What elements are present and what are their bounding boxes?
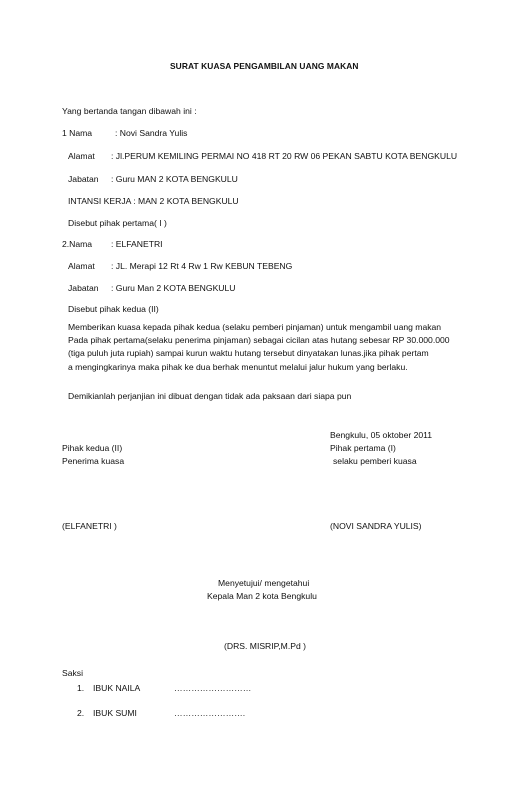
party1-name-label: 1 Nama — [62, 128, 93, 138]
witness-number: 2. — [77, 708, 85, 718]
sign-left-role: Penerima kuasa — [62, 456, 125, 466]
party1-position-label: Jabatan — [68, 174, 99, 184]
witness-number: 1. — [77, 683, 85, 693]
body-line: Pada pihak pertama(selaku penerima pinjaman) sebagai cicilan atas hutang sebesar RP 30.000.000 — [68, 335, 450, 346]
party2-address-value: : JL. Merapi 12 Rt 4 Rw 1 Rw KEBUN TEBENG — [111, 261, 293, 271]
body-line: (tiga puluh juta rupiah) sampai kurun waktu hutang tersebut dinyatakan lunas.jika pihak pertam — [68, 348, 429, 359]
closing-statement: Demikianlah perjanjian ini dibuat dengan tidak ada paksaan dari siapa pun — [68, 391, 352, 401]
party2-name-value: : ELFANETRI — [111, 239, 163, 249]
body-line: Memberikan kuasa kepada pihak kedua (selaku pemberi pinjaman) untuk mengambil uang makan — [68, 322, 442, 332]
body-line: a mengingkarinya maka pihak ke dua berhak menuntut melalui jalur hukum yang berlaku. — [68, 361, 408, 372]
sign-right-party: Pihak pertama (I) — [330, 443, 396, 453]
sign-left-party: Pihak kedua (II) — [62, 443, 123, 453]
approval-line1: Menyetujui/ mengetahui — [218, 578, 310, 588]
witness-name: IBUK SUMI — [93, 708, 137, 718]
party2-position-label: Jabatan — [68, 283, 99, 293]
party1-agency: INTANSI KERJA : MAN 2 KOTA BENGKULU — [68, 196, 239, 206]
approval-line2: Kepala Man 2 kota Bengkulu — [207, 591, 317, 601]
party2-role: Disebut pihak kedua (II) — [68, 304, 159, 314]
party2-name-label: 2.Nama — [62, 239, 93, 249]
witness-heading: Saksi — [62, 668, 84, 678]
intro-text: Yang bertanda tangan dibawah ini : — [62, 106, 197, 116]
party1-role: Disebut pihak pertama( I ) — [68, 218, 167, 228]
body-paragraph — [68, 321, 468, 374]
approval-name: (DRS. MISRIP,M.Pd ) — [224, 641, 306, 651]
party1-position-value: : Guru MAN 2 KOTA BENGKULU — [111, 174, 238, 184]
witness-name: IBUK NAILA — [93, 683, 141, 693]
sign-left-name: (ELFANETRI ) — [62, 521, 117, 531]
party2-position-value: : Guru Man 2 KOTA BENGKULU — [111, 283, 236, 293]
witness-signature-dots: ……………………. — [174, 708, 246, 718]
place-date: Bengkulu, 05 oktober 2011 — [330, 430, 433, 440]
sign-right-role: selaku pemberi kuasa — [333, 456, 417, 466]
witness-signature-dots: ……………………… — [174, 683, 252, 693]
party1-address-label: Alamat — [68, 151, 95, 161]
party2-address-label: Alamat — [68, 261, 95, 271]
party1-name-value: : Novi Sandra Yulis — [115, 128, 188, 138]
sign-right-name: (NOVI SANDRA YULIS) — [330, 521, 422, 531]
document-title: SURAT KUASA PENGAMBILAN UANG MAKAN — [170, 61, 359, 71]
party1-address-value: : Jl.PERUM KEMILING PERMAI NO 418 RT 20 RW 06 PEKAN SABTU KOTA BENGKULU — [111, 151, 458, 161]
